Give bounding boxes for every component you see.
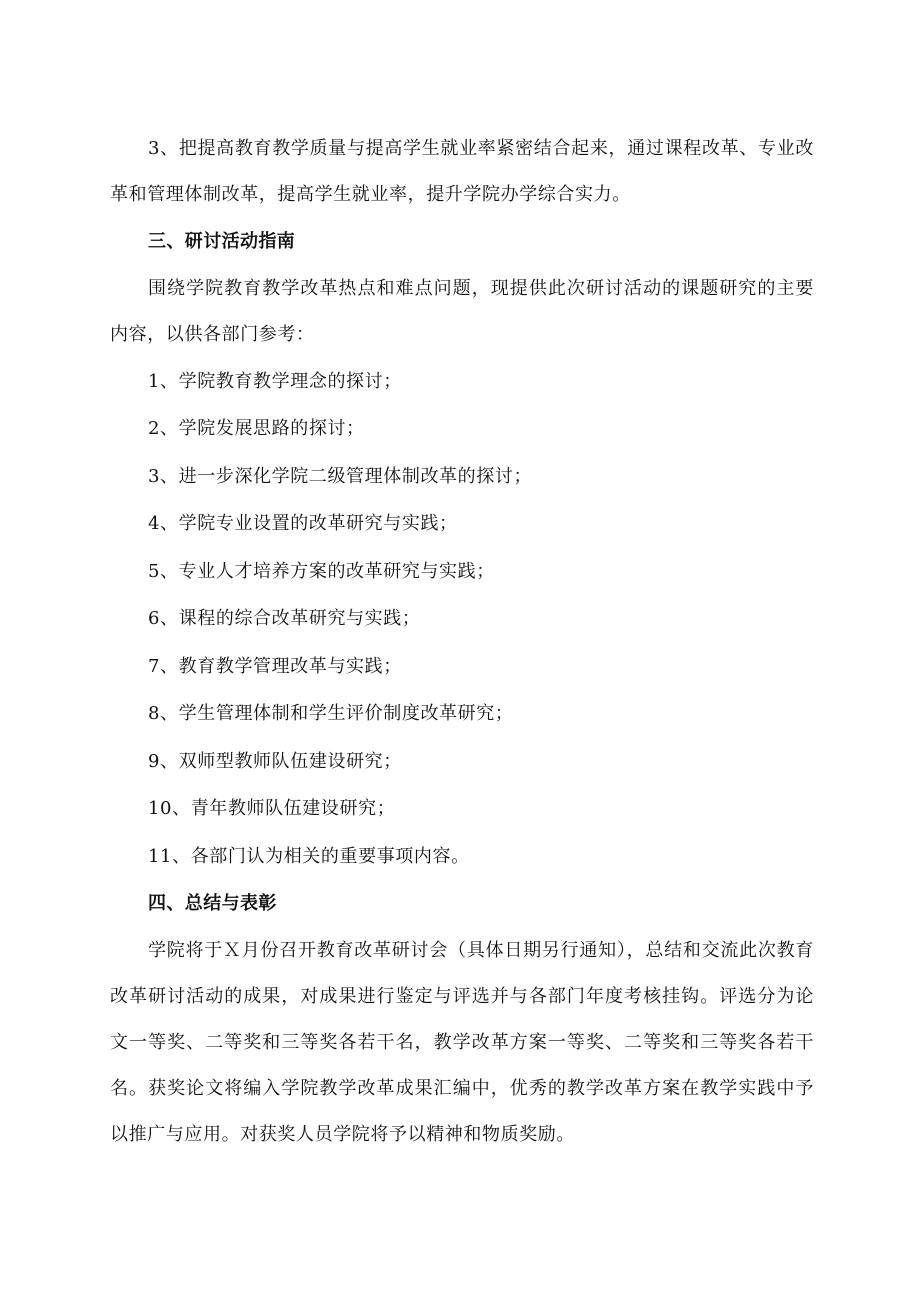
- spacer: [110, 678, 814, 702]
- topic-item-4: 4、学院专业设置的改革研究与实践；: [148, 513, 458, 534]
- section-4-body: 学院将于Ｘ月份召开教育改革研讨会（具体日期另行通知），总结和交流此次教育改革研讨活动的成果，对成果进行鉴定与评选并与各部门年度考核挂钩。评选分为论文一等奖、二等奖和三等奖各若干名，教学改革方案一等奖、二等奖和三等奖各若干名。获奖论文将编入学院教学改革成果汇编中，优秀的教学改革方案在教学实践中予以推广与应用。对获奖人员学院将予以精神和物质奖励。: [110, 940, 814, 1145]
- topic-item-5: 5、专业人才培养方案的改革研究与实践；: [148, 561, 495, 582]
- topic-item-10: 10、青年教师队伍建设研究；: [148, 798, 396, 819]
- topic-item-1: 1、学院教育教学理念的探讨；: [148, 371, 402, 392]
- spacer: [110, 820, 814, 845]
- point-3-paragraph: 3、把提高教育教学质量与提高学生就业率紧密结合起来，通过课程改革、专业改革和管理体制改革，提高学生就业率，提升学院办学综合实力。: [110, 138, 814, 205]
- section-3-heading: 三、研讨活动指南: [148, 231, 296, 252]
- topic-item-8: 8、学生管理体制和学生评价制度改革研究；: [148, 703, 514, 724]
- spacer: [110, 488, 814, 512]
- spacer: [110, 725, 814, 750]
- topic-item-3: 3、进一步深化学院二级管理体制改革的探讨；: [148, 466, 533, 487]
- topic-item-2: 2、学院发展思路的探讨；: [148, 418, 365, 439]
- section-4-heading: 四、总结与表彰: [148, 893, 277, 914]
- topic-item-7: 7、教育教学管理改革与实践；: [148, 656, 402, 677]
- topic-list: [110, 370, 814, 868]
- topic-item-6: 6、课程的综合改革研究与实践；: [148, 608, 421, 629]
- spacer: [110, 773, 814, 797]
- spacer: [110, 440, 814, 465]
- spacer: [110, 535, 814, 560]
- spacer: [110, 393, 814, 417]
- document-page: [110, 137, 814, 1146]
- spacer: [110, 868, 814, 892]
- topic-item-9: 9、双师型教师队伍建设研究；: [148, 751, 402, 772]
- section-3-intro: 围绕学院教育教学改革热点和难点问题，现提供此次研讨活动的课题研究的主要内容，以供各部门参考：: [110, 278, 814, 345]
- spacer: [110, 583, 814, 607]
- topic-item-11: 11、各部门认为相关的重要事项内容。: [148, 846, 470, 867]
- spacer: [110, 630, 814, 655]
